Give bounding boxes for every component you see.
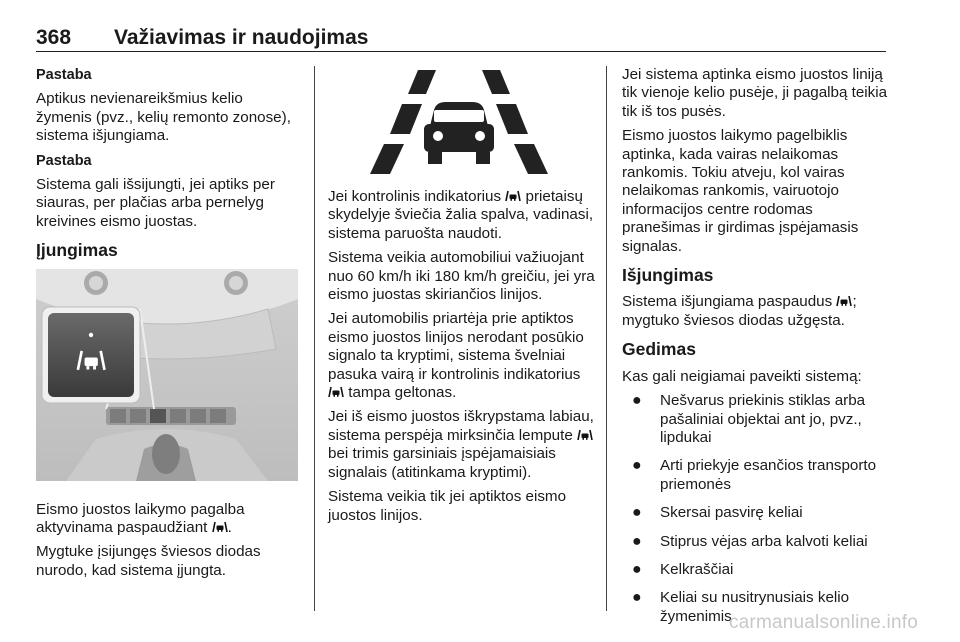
note-label: Pastaba [36,152,92,169]
section-heading-deactivation: Išjungimas [622,265,714,286]
lane-keep-assist-icon [836,295,852,307]
paragraph: Eismo juostos laikymo pagalba aktyvinama paspaudžiant . [36,500,245,537]
paragraph: Jei sistema aptinka eismo juostos liniją tik vienoje kelio pusėje, ji pagalbą teikia tik iš tos pusės. [622,66,888,120]
fault-list [622,392,888,626]
paragraph: Jei kontrolinis indikatorius prietaisų skydelyje šviečia žalia spalva, vadinasi, sistema paruošta naudoti. [328,188,594,242]
paragraph: Sistema veikia automobiliui važiuojant nuo 60 km/h iki 180 km/h greičiu, jei yra eismo juostas skiriančios linijos. [328,249,595,304]
paragraph: Jei automobilis priartėja prie aptiktos eismo juostos linijos nerodant posūkio signalo ta kryptimi, sistema švelniai pasuka vairą ir kontrolinis indikatorius tampa geltonas. [328,310,584,402]
header-divider [36,51,886,52]
paragraph: Jei iš eismo juostos iškrypstama labiau, sistema perspėja mirksinčia lempute bei trimis garsiniais įspėjamaisiais signalais (atitinkama kryptimi). [328,408,594,481]
lane-keep-assist-icon [328,386,344,398]
list-item: ● Nešvarus priekinis stiklas arba pašaliniai objektai ant jo, pvz., lipdukai [632,392,866,446]
note-text: Sistema gali išsijungti, jei aptiks per siauras, per plačias arba pernelyg kreivines eismo juostas. [36,176,275,230]
note-label: Pastaba [36,67,92,83]
lane-keep-indicator-illustration [328,66,590,178]
column-divider-1 [314,66,315,611]
page-number: 368 [36,26,72,49]
list-item: ● Arti priekyje esančios transporto priemonės [632,457,877,493]
paragraph: Sistema išjungiama paspaudus ; mygtuko šviesos diodas užgęsta. [622,293,857,329]
column-3 [622,66,888,636]
note-text: Aptikus nevienareikšmius kelio žymenis (pvz., kelių remonto zonose), sistema išjungiama. [36,90,291,145]
paragraph: Eismo juostos laikymo pagelbiklis aptinka, kada vairas nelaikomas rankomis. Tokiu atveju, kol vairas nelaikomas rankomis, vairuotojo informacijos centre rodomas pranešimas ir girdimas įspėjamasis signalas. [622,127,859,255]
column-1 [36,66,302,586]
lane-keep-assist-icon [577,429,593,441]
page-header [36,26,886,48]
paragraph: Mygtuke įsijungęs šviesos diodas nurodo, kad sistema įjungta. [36,543,261,579]
list-item: ● Kelkraščiai [632,560,734,578]
list-item: ● Skersai pasvirę keliai [632,504,803,522]
chapter-title: Važiavimas ir naudojimas [114,26,369,49]
column-divider-2 [606,66,607,611]
section-heading-activation: Įjungimas [36,240,118,261]
console-button-illustration [36,269,298,481]
column-2 [328,66,596,531]
list-item: ● Keliai su nusitrynusiais kelio žymenimis [632,589,850,625]
watermark: carmanualsonline.info [728,612,918,633]
lane-keep-assist-icon [212,521,228,533]
paragraph: Kas gali neigiamai paveikti sistemą: [622,367,862,385]
section-heading-fault: Gedimas [622,339,696,360]
lane-keep-assist-icon [505,190,521,202]
list-item: ● Stiprus vėjas arba kalvoti keliai [632,532,868,550]
paragraph: Sistema veikia tik jei aptiktos eismo juostos linijos. [328,488,567,524]
